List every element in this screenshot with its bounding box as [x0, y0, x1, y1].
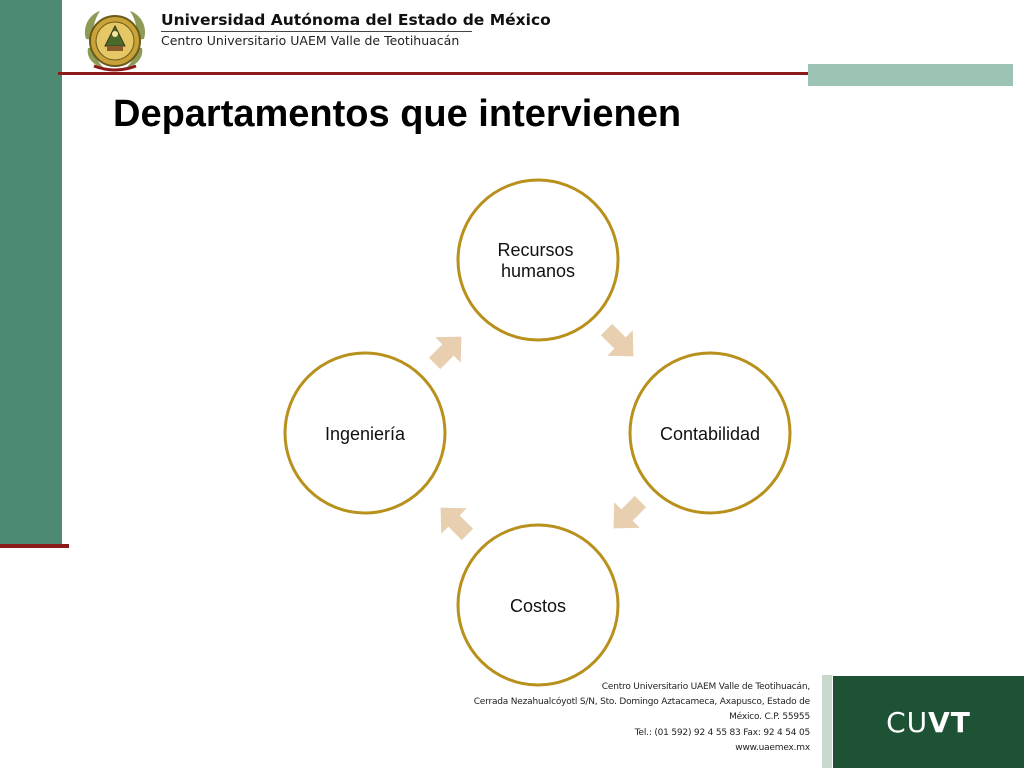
node-contabilidad-label: Contabilidad — [659, 424, 761, 444]
university-name: Universidad Autónoma del Estado de México — [161, 11, 551, 29]
arrow-recursos-to-contabilidad — [594, 317, 646, 369]
node-ingenieria — [285, 353, 445, 513]
node-recursos-humanos — [458, 180, 618, 340]
footer-address-line: www.uaemex.mx — [735, 742, 810, 753]
cuvt-logo-box — [833, 676, 1024, 768]
node-recursos-humanos-label-line2: humanos — [500, 261, 576, 281]
footer-address-line: Cerrada Nezahualcóyotl S/N, Sto. Domingo Aztacameca, Axapusco, Estado de — [473, 697, 810, 708]
cuvt-logo — [886, 706, 971, 739]
arrow-contabilidad-to-costos — [601, 489, 653, 541]
footer-address — [470, 680, 810, 756]
node-costos — [458, 525, 618, 685]
svg-text:Recursos humanos — [497, 240, 578, 281]
arrow-ingenieria-to-recursos — [422, 324, 474, 376]
node-recursos-humanos-label-line1: Recursos — [497, 240, 574, 260]
node-contabilidad — [630, 353, 790, 513]
footer-address-line: México. C.P. 55955 — [729, 712, 810, 723]
campus-name: Centro Universitario UAEM Valle de Teotihuacán — [161, 33, 460, 48]
node-ingenieria-label: Ingeniería — [324, 424, 406, 444]
slide-title: Departamentos que intervienen — [113, 93, 682, 135]
cuvt-logo-regular: CU — [886, 705, 929, 739]
footer-address-line: Centro Universitario UAEM Valle de Teotihuacán, — [601, 682, 810, 692]
footer-divider — [822, 675, 832, 768]
footer-address-line: Tel.: (01 592) 92 4 55 83 Fax: 92 4 54 05 — [634, 727, 810, 738]
arrow-costos-to-ingenieria — [428, 495, 480, 547]
node-costos-label: Costos — [509, 596, 567, 616]
cuvt-logo-bold: VT — [928, 705, 971, 739]
